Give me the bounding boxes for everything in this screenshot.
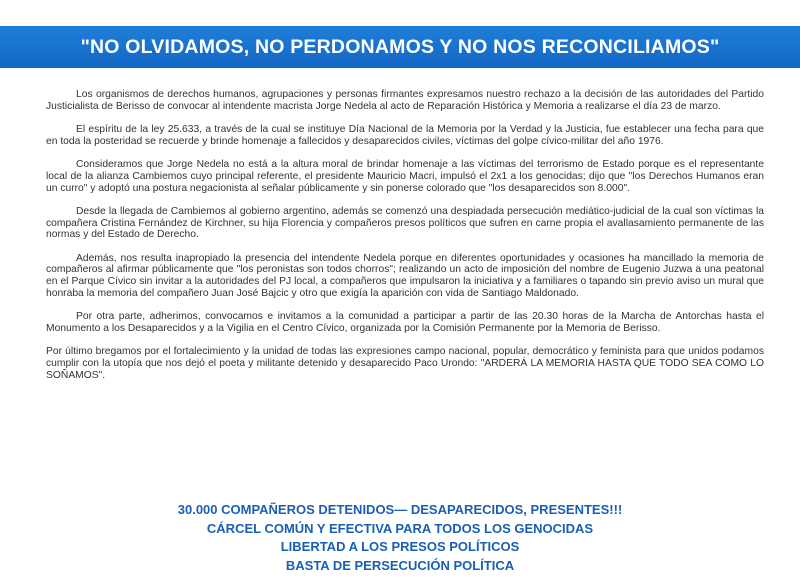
paragraph: Por otra parte, adherimos, convocamos e invitamos a la comunidad a participar a partir de las 20.30 horas de la Marcha de Antorchas hasta el Monumento a los Desaparecidos y a la Vigilia en el Centro Cívico, organizada por la Comisión Permanente por la Memoria de Berisso. bbox=[46, 311, 764, 334]
paragraph: Desde la llegada de Cambiemos al gobierno argentino, además se comenzó una despiadada persecución mediático-judicial de la cual son víctimas la compañera Cristina Fernández de Kirchner, su hija Florencia y compañeros presos políticos que sufren en carne propia el avallasamiento permanente de las normas y del Estado de Derecho. bbox=[46, 205, 764, 241]
slogan: LIBERTAD A LOS PRESOS POLÍTICOS bbox=[280, 539, 520, 554]
paragraph: Los organismos de derechos humanos, agrupaciones y personas firmantes expresamos nuestro rechazo a la decisión de las autoridades del Partido Justicialista de Berisso de convocar al intendente macrista Jorge Nedela al acto de Reparación Histórica y Memoria a realizarse el día 23 de marzo. bbox=[46, 89, 764, 112]
slogan: 30.000 COMPAÑEROS DETENIDOS— DESAPARECIDOS, PRESENTES!!! bbox=[177, 502, 623, 517]
paragraph: Además, nos resulta inapropiado la presencia del intendente Nedela porque en diferentes oportunidades y ocasiones ha mancillado la memoria de compañeros al afirmar públicamente que "los peronistas son todos chorros"; realizando un acto de imposición del nombre de Eugenio Juzwa a una peatonal en el Parque Cívico sin invitar a la autoridades del PJ local, a compañeros que impulsaron la iniciativa y a familiares o tapando sin previo aviso un mural que honraba la memoria del compañero Juan José Bajcic y otro que exigía la aparición con vida de Santiago Maldonado. bbox=[46, 252, 764, 299]
slogan: CÁRCEL COMÚN Y EFECTIVA PARA TODOS LOS GENOCIDAS bbox=[206, 520, 594, 536]
title-banner bbox=[0, 26, 800, 68]
slogan: BASTA DE PERSECUCIÓN POLÍTICA bbox=[285, 557, 515, 573]
slogans-block bbox=[0, 501, 800, 575]
page-title: "NO OLVIDAMOS, NO PERDONAMOS Y NO NOS RECONCILIAMOS" bbox=[80, 35, 720, 58]
paragraph: El espíritu de la ley 25.633, a través de la cual se instituye Día Nacional de la Memoria por la Verdad y la Justicia, fue establecer una fecha para que en toda la posteridad se recuerde y brinde homenaje a fallecidos y desaparecidos civiles, víctimas del golpe cívico-militar del año 1976. bbox=[46, 124, 764, 147]
paragraph: Por último bregamos por el fortalecimiento y la unidad de todas las expresiones campo nacional, popular, democrático y feminista para que unidos podamos cumplir con la utopía que nos dejó el poeta y militante detenido y desaparecido Paco Urondo: "ARDERÁ LA MEMORIA HASTA QUE TODO SEA COMO LO SOÑAMOS". bbox=[46, 346, 764, 381]
paragraph: Consideramos que Jorge Nedela no está a la altura moral de brindar homenaje a las víctimas del terrorismo de Estado porque es el representante local de la alianza Cambiemos cuyo principal referente, el presidente Mauricio Macri, impulsó el 2x1 a los genocidas; dijo que "los Derechos Humanos eran un curro" y adoptó una postura negacionista al señalar públicamente y sin ponerse colorado que "los desaparecidos son 8.000". bbox=[46, 159, 764, 194]
statement-body bbox=[46, 89, 764, 393]
